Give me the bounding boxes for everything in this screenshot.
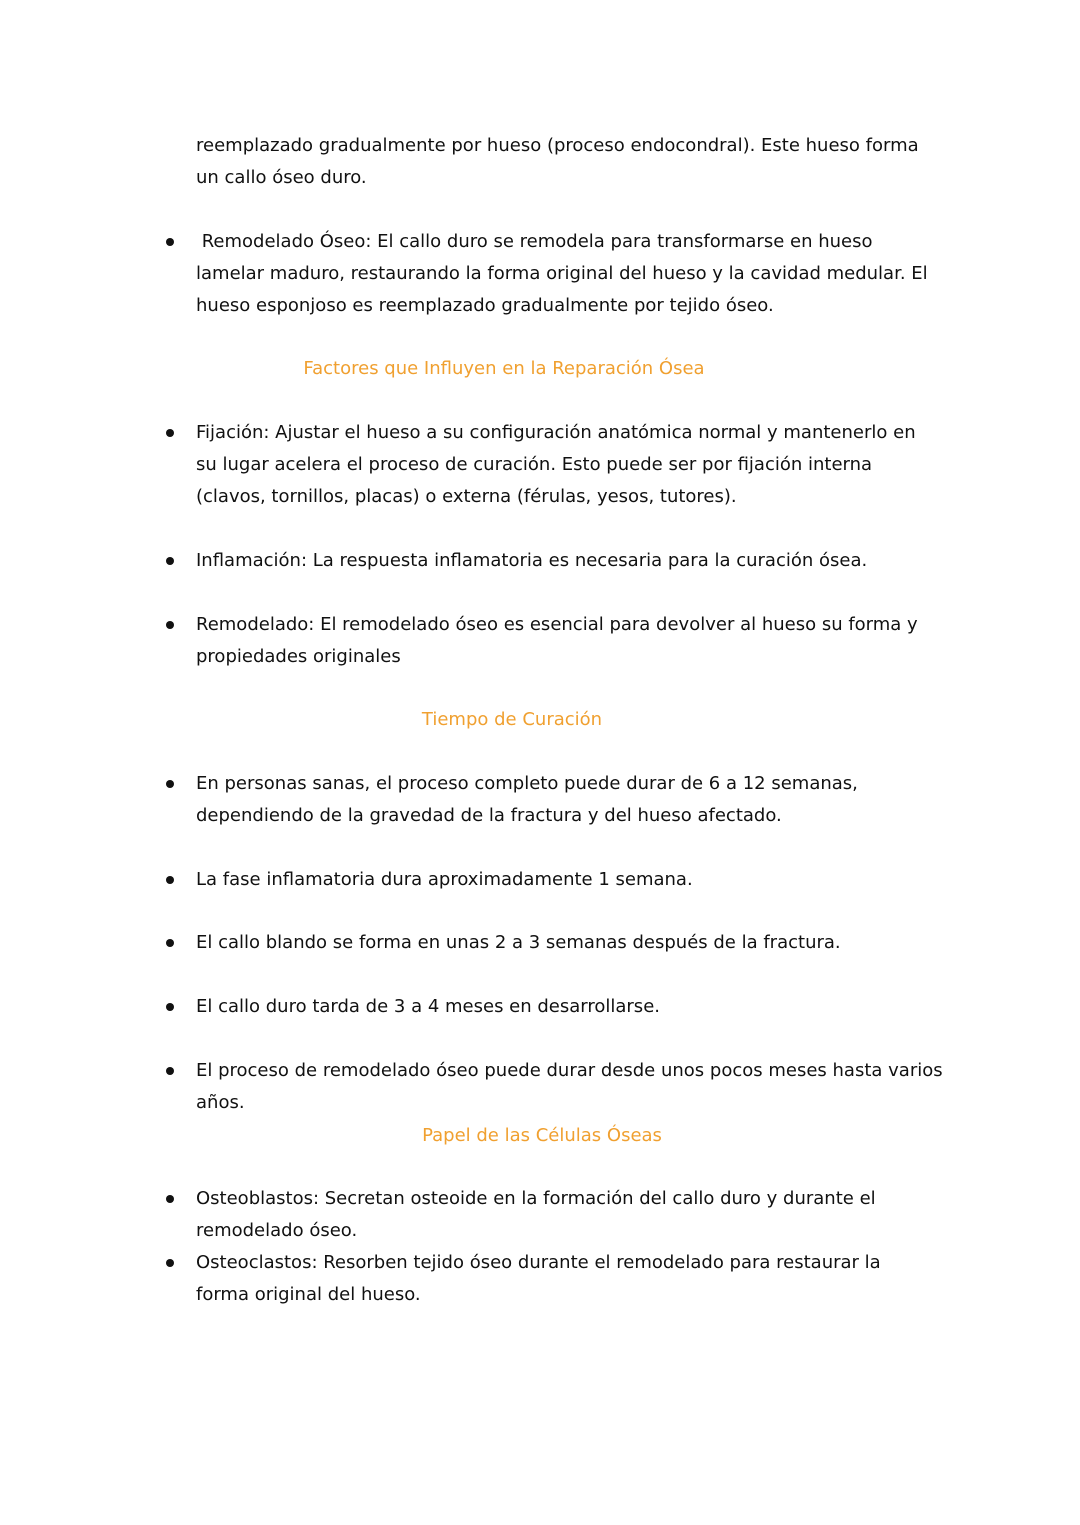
list-item (196, 1055, 943, 1119)
bullet-icon (166, 876, 174, 884)
text-line: años. (196, 1092, 245, 1113)
text-line: remodelado óseo. (196, 1220, 358, 1241)
bullet-icon (166, 621, 174, 629)
text-line: Remodelado Óseo: El callo duro se remodela para transformarse en hueso (196, 231, 873, 252)
text-line: su lugar acelera el proceso de curación. Esto puede ser por fijación interna (196, 454, 873, 475)
bullet-icon (166, 1003, 174, 1011)
text-line: El callo blando se forma en unas 2 a 3 semanas después de la fractura. (196, 932, 841, 953)
bullet-icon (166, 939, 174, 947)
text-line: hueso esponjoso es reemplazado gradualmente por tejido óseo. (196, 295, 774, 316)
intro-paragraph (196, 130, 919, 194)
text-line: Osteoclastos: Resorben tejido óseo durante el remodelado para restaurar la (196, 1252, 881, 1273)
section-heading-factores: Factores que Influyen en la Reparación Ósea (303, 358, 705, 379)
text-line: La fase inflamatoria dura aproximadamente 1 semana. (196, 869, 693, 890)
bullet-icon (166, 1067, 174, 1075)
section-heading-tiempo: Tiempo de Curación (421, 709, 603, 730)
text-line: lamelar maduro, restaurando la forma original del hueso y la cavidad medular. El (196, 263, 928, 284)
text-line: El callo duro tarda de 3 a 4 meses en desarrollarse. (196, 996, 660, 1017)
list-item (196, 545, 867, 577)
text-line: reemplazado gradualmente por hueso (proceso endocondral). Este hueso forma (196, 135, 919, 156)
section-heading-celulas: Papel de las Células Óseas (422, 1125, 662, 1146)
list-item (196, 1247, 881, 1311)
text-line: forma original del hueso. (196, 1284, 421, 1305)
text-line: propiedades originales (196, 646, 401, 667)
bullet-icon (166, 1259, 174, 1267)
text-line: un callo óseo duro. (196, 167, 367, 188)
list-item (196, 927, 841, 959)
text-line: Osteoblastos: Secretan osteoide en la formación del callo duro y durante el (196, 1188, 876, 1209)
list-item (196, 991, 660, 1023)
text-line: (clavos, tornillos, placas) o externa (férulas, yesos, tutores). (196, 486, 737, 507)
text-line: El proceso de remodelado óseo puede durar desde unos pocos meses hasta varios (196, 1060, 943, 1081)
bullet-icon (166, 1195, 174, 1203)
list-item (196, 417, 916, 513)
text-line: Fijación: Ajustar el hueso a su configuración anatómica normal y mantenerlo en (196, 422, 916, 443)
bullet-icon (166, 429, 174, 437)
text-line: Inflamación: La respuesta inflamatoria es necesaria para la curación ósea. (196, 550, 868, 571)
text-line: En personas sanas, el proceso completo puede durar de 6 a 12 semanas, (196, 773, 858, 794)
list-item (196, 864, 693, 896)
list-item (196, 1183, 876, 1247)
bullet-icon (166, 557, 174, 565)
list-item-remodelado-oseo (196, 226, 928, 322)
bullet-icon (166, 780, 174, 788)
bullet-icon (166, 238, 174, 246)
list-item (196, 609, 918, 673)
list-item (196, 768, 858, 832)
text-line: dependiendo de la gravedad de la fractura y del hueso afectado. (196, 805, 782, 826)
text-line: Remodelado: El remodelado óseo es esencial para devolver al hueso su forma y (196, 614, 918, 635)
